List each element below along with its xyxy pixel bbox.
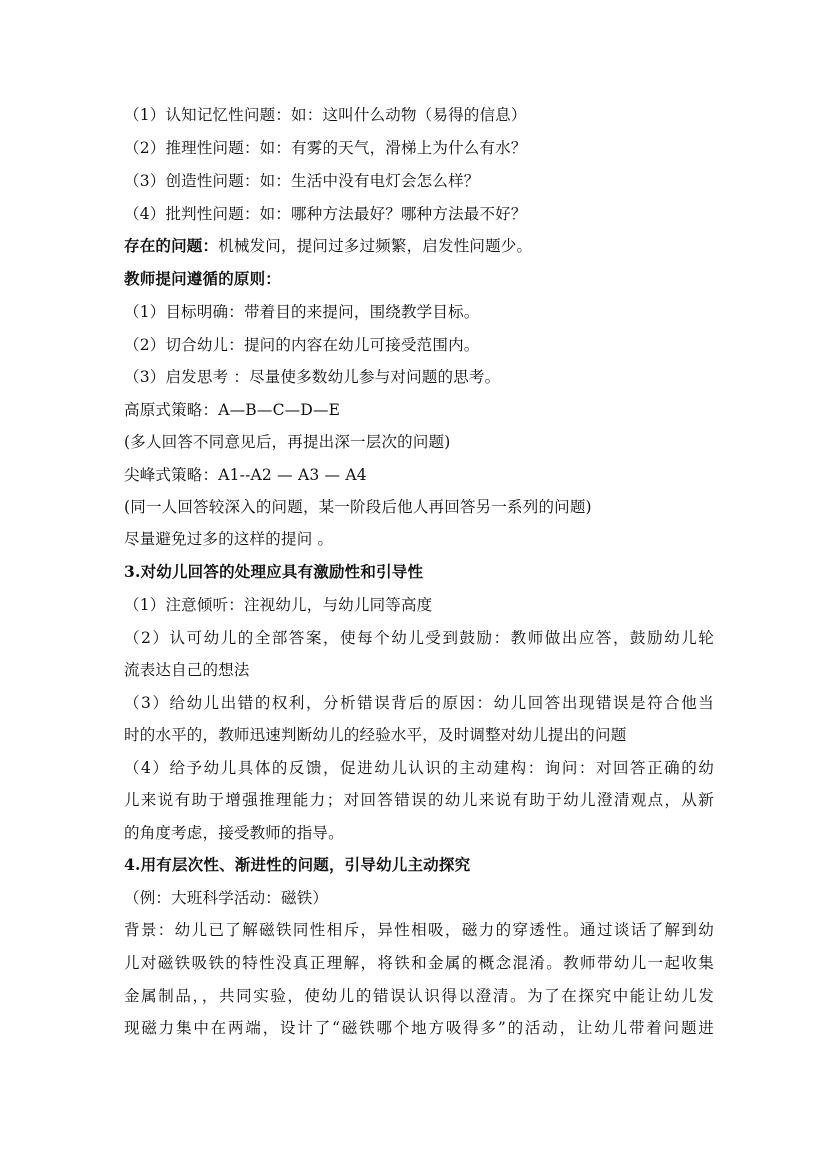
- response-item: （4）给予幼儿具体的反馈，促进幼儿认识的主动建构：询问：对回答正确的幼: [124, 759, 714, 777]
- principle-item: （3）启发思考 ：尽量使多数幼儿参与对问题的思考。: [124, 368, 501, 386]
- response-item-continued: 流表达自己的想法: [124, 661, 250, 679]
- background-paragraph: 背景：幼儿已了解磁铁同性相斥，异性相吸，磁力的穿透性。通过谈话了解到幼: [124, 921, 714, 939]
- question-type-memory: （1）认知记忆性问题：如：这叫什么动物（易得的信息）: [124, 106, 527, 124]
- response-item-continued: 的角度考虑，接受教师的指导。: [124, 824, 344, 842]
- response-item: （1）注意倾听：注视幼儿，与幼儿同等高度: [124, 596, 433, 614]
- response-item-continued: 时的水平的，教师迅速判断幼儿的经验水平，及时调整对幼儿提出的问题: [124, 726, 627, 744]
- example-label: （例：大班科学活动：磁铁）: [124, 889, 329, 907]
- background-paragraph: 金属制品，，共同实验，使幼儿的错误认识得以澄清。为了在探究中能让幼儿发: [124, 987, 714, 1005]
- existing-problems-text: 机械发问，提问过多过频繁，启发性问题少。: [218, 237, 533, 255]
- peak-strategy: 尖峰式策略：A1--A2 — A3 — A4: [124, 466, 367, 484]
- principles-heading: 教师提问遵循的原则：: [124, 269, 282, 288]
- response-item: （2）认可幼儿的全部答案，使每个幼儿受到鼓励：教师做出应答，鼓励幼儿轮: [124, 629, 714, 647]
- question-type-reasoning: （2）推理性问题：如：有雾的天气，滑梯上为什么有水？: [124, 139, 527, 157]
- plateau-strategy: 高原式策略：A—B—C—D—E: [124, 401, 341, 419]
- existing-problems: [124, 235, 714, 257]
- plateau-strategy-note: (多人回答不同意见后，再提出深一层次的问题): [124, 433, 451, 451]
- principle-item: （1）目标明确：带着目的来提问，围绕教学目标。: [124, 303, 480, 321]
- principle-item: （2）切合幼儿：提问的内容在幼儿可接受范围内。: [124, 336, 480, 354]
- background-paragraph: 现磁力集中在两端，设计了“磁铁哪个地方吸得多”的活动，让幼儿带着问题进: [124, 1019, 714, 1037]
- section-3-heading: 3.对幼儿回答的处理应具有激励性和引导性: [124, 562, 424, 581]
- question-type-critical: （4）批判性问题：如：哪种方法最好？哪种方法最不好？: [124, 205, 527, 223]
- avoid-note: 尽量避免过多的这样的提问 。: [124, 530, 334, 548]
- section-4-heading: 4.用有层次性、渐进性的问题，引导幼儿主动探究: [124, 855, 471, 874]
- background-paragraph: 儿对磁铁吸铁的特性没真正理解，将铁和金属的概念混淆。教师带幼儿一起收集: [124, 954, 714, 972]
- response-item-continued: 儿来说有助于增强推理能力；对回答错误的幼儿来说有助于幼儿澄清观点，从新: [124, 791, 714, 809]
- existing-problems-heading: 存在的问题：: [124, 236, 219, 255]
- response-item: （3）给幼儿出错的权利，分析错误背后的原因：幼儿回答出现错误是符合他当: [124, 694, 714, 712]
- peak-strategy-note: (同一人回答较深入的问题，某一阶段后他人再回答另一系列的问题): [124, 498, 592, 516]
- question-type-creative: （3）创造性问题：如：生活中没有电灯会怎么样？: [124, 172, 480, 190]
